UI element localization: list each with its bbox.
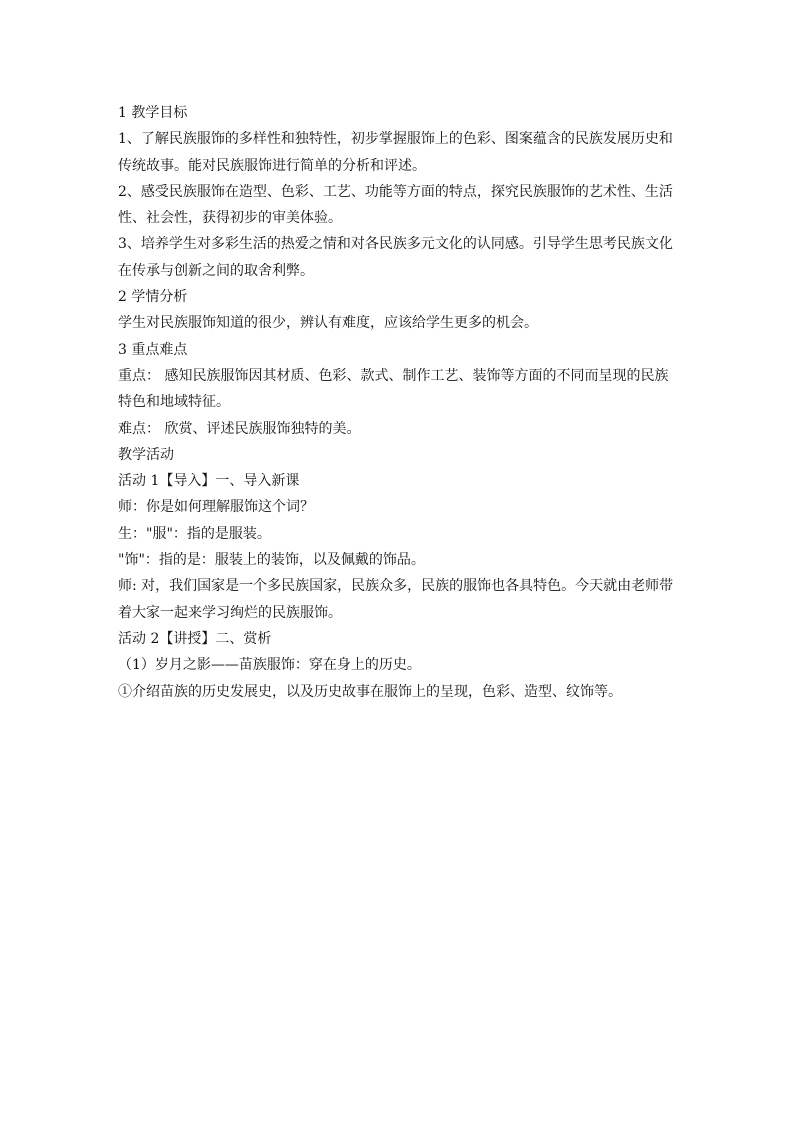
paragraph-line: 性、社会性，获得初步的审美体验。 (118, 210, 342, 227)
section-heading-goals: 1 教学目标 (118, 105, 188, 121)
paragraph-line: 学生对民族服饰知道的很少，辨认有难度，应该给学生更多的机会。 (118, 315, 538, 332)
paragraph-line: "饰"：指的是：服装上的装饰，以及佩戴的饰品。 (118, 552, 425, 569)
paragraph-line: 重点： 感知民族服饰因其材质、色彩、款式、制作工艺、装饰等方面的不同而呈现的民族 (118, 367, 669, 384)
paragraph-line: 特色和地域特征。 (118, 394, 230, 411)
paragraph-line: 2、感受民族服饰在造型、色彩、工艺、功能等方面的特点，探究民族服饰的艺术性、生活 (118, 183, 673, 200)
paragraph-line: 难点： 欣赏、评述民族服饰独特的美。 (118, 420, 361, 437)
section-heading-key-points: 3 重点难点 (118, 341, 188, 358)
paragraph-line: 师：你是如何理解服饰这个词？ (118, 499, 314, 516)
paragraph-line: （1）岁月之影——苗族服饰：穿在身上的历史。 (118, 657, 421, 674)
paragraph-line: 活动 2【讲授】二、赏析 (118, 630, 272, 647)
paragraph-line: 活动 1【导入】一、导入新课 (118, 473, 300, 490)
paragraph-line: 在传承与创新之间的取舍利弊。 (118, 262, 314, 279)
paragraph-line: ①介绍苗族的历史发展史，以及历史故事在服饰上的呈现，色彩、造型、纹饰等。 (118, 683, 622, 700)
paragraph-line: 1、了解民族服饰的多样性和独特性，初步掌握服饰上的色彩、图案蕴含的民族发展历史和 (118, 131, 673, 148)
paragraph-line: 3、培养学生对多彩生活的热爱之情和对各民族多元文化的认同感。引导学生思考民族文化 (118, 236, 673, 253)
paragraph-line: 着大家一起来学习绚烂的民族服饰。 (118, 604, 342, 621)
section-heading-activities: 教学活动 (118, 446, 174, 463)
paragraph-line: 传统故事。能对民族服饰进行简单的分析和评述。 (118, 157, 426, 174)
section-heading-analysis: 2 学情分析 (118, 289, 188, 306)
paragraph-line: 生："服"：指的是服装。 (118, 525, 271, 542)
paragraph-line: 师: 对，我们国家是一个多民族国家，民族众多，民族的服饰也各具特色。今天就由老师带 (118, 578, 674, 595)
document-page (118, 100, 678, 705)
